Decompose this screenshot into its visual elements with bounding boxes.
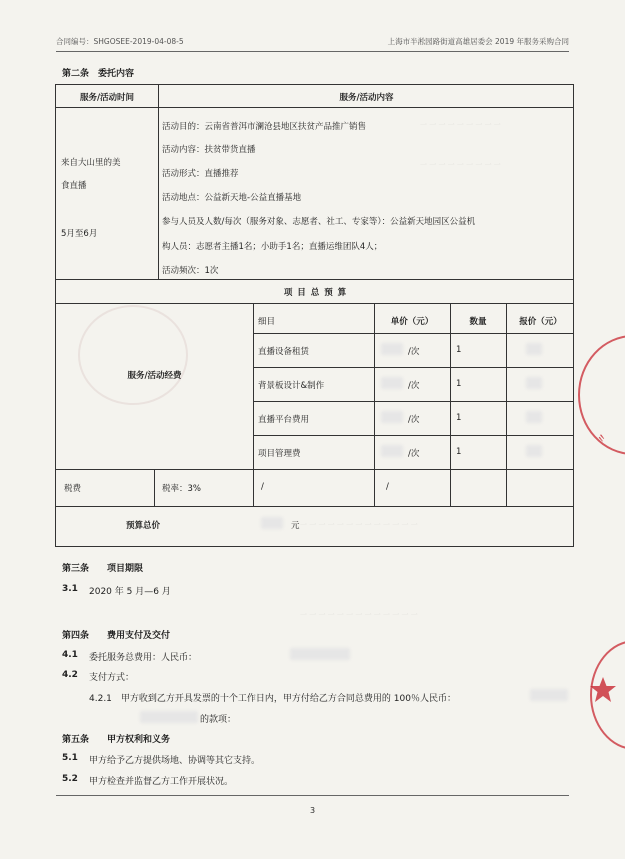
seal-star-icon xyxy=(588,675,618,705)
table-rule xyxy=(158,85,159,279)
clause-text: 委托服务总费用：人民币： xyxy=(89,653,198,663)
clause-text: 支付方式： xyxy=(89,673,135,683)
content-line: 参与人员及人数/每次（服务对象、志愿者、社工、专家等）：公益新天地园区公益机 xyxy=(162,217,476,227)
clause-text: 4.2.1 甲方收到乙方开具发票的十个工作日内，甲方付给乙方合同总费用的 100％人民币： xyxy=(89,694,456,704)
redacted-value xyxy=(261,517,283,529)
table-rule xyxy=(56,303,573,304)
article-2-title: 第二条 委托内容 xyxy=(62,69,135,79)
budget-row-qty: 1 xyxy=(456,379,462,389)
redacted-value xyxy=(526,343,542,355)
redacted-value xyxy=(381,377,403,389)
table-rule xyxy=(506,303,507,506)
table-rule xyxy=(56,107,573,108)
col-header-content: 服务/活动内容 xyxy=(339,93,394,103)
redacted-value xyxy=(526,411,542,423)
page-header xyxy=(56,36,569,50)
redacted-value xyxy=(381,411,403,423)
header-divider xyxy=(56,51,569,52)
table-rule xyxy=(253,333,573,334)
budget-col-unit-price: 单价（元） xyxy=(390,317,434,327)
budget-row-item: 项目管理费 xyxy=(258,449,301,459)
bleed-through-text: 一 一 一 一 一 一 一 一 一 xyxy=(420,121,501,129)
article-3-title: 第三条 项目期限 xyxy=(62,564,144,574)
clause-text: 2020 年 5 月—6 月 xyxy=(89,587,171,597)
total-label: 预算总价 xyxy=(126,521,161,531)
clause-number: 5.1 xyxy=(62,753,78,763)
tax-label: 税费 xyxy=(64,484,82,494)
table-rule xyxy=(253,367,573,368)
table-rule xyxy=(374,303,375,506)
table-rule xyxy=(253,303,254,506)
article-4-title: 第四条 费用支付及交付 xyxy=(62,631,171,641)
clause-text: 甲方检查并监督乙方工作开展状况。 xyxy=(89,777,234,787)
service-name-line1: 来自大山里的美 xyxy=(61,158,121,168)
clause-number: 4.1 xyxy=(62,650,78,660)
content-line: 活动形式：直播推荐 xyxy=(162,169,239,179)
bleed-through-text: 一 一 一 一 一 一 一 一 一 一 一 一 一 xyxy=(300,611,418,619)
table-rule xyxy=(56,279,573,280)
table-rule xyxy=(253,435,573,436)
page-number: 3 xyxy=(309,806,316,815)
content-line: 活动目的：云南省普洱市澜沧县地区扶贫产品推广销售 xyxy=(162,122,367,132)
clause-number: 5.2 xyxy=(62,774,78,784)
redacted-value xyxy=(140,711,198,723)
budget-label: 服务/活动经费 xyxy=(127,371,182,381)
service-name-line2: 食直播 xyxy=(61,181,87,191)
contract-number: 合同编号：SHGOSEE-2019-04-08-5 xyxy=(56,37,184,46)
clause-text: 的款项： xyxy=(200,715,237,725)
total-unit: 元 xyxy=(291,521,300,531)
budget-title: 项 目 总 预 算 xyxy=(283,288,348,298)
budget-row-qty: 1 xyxy=(456,413,462,423)
faint-seal xyxy=(78,305,188,405)
content-line: 构人员：志愿者主播1名；小助手1名；直播运维团队4人； xyxy=(162,242,383,252)
content-line: 活动地点：公益新天地-公益直播基地 xyxy=(162,193,302,203)
tax-unit: / xyxy=(261,482,264,492)
budget-col-qty: 数量 xyxy=(469,317,487,327)
budget-row-item: 直播设备租赁 xyxy=(258,347,310,357)
clause-number: 4.2 xyxy=(62,670,78,680)
contract-title: 上海市半淞园路街道高雄居委会 2019 年服务采购合同 xyxy=(387,37,569,46)
clause-number: 3.1 xyxy=(62,584,78,594)
budget-row-unit: /次 xyxy=(408,415,420,425)
redacted-value xyxy=(381,343,403,355)
budget-row-item: 背景板设计&制作 xyxy=(258,381,325,391)
service-period: 5月至6月 xyxy=(61,229,98,239)
budget-row-unit: /次 xyxy=(408,347,420,357)
budget-row-unit: /次 xyxy=(408,449,420,459)
redacted-value xyxy=(530,689,568,701)
content-line: 活动内容：扶贫带货直播 xyxy=(162,145,256,155)
clause-text: 甲方给予乙方提供场地、协调等其它支持。 xyxy=(89,756,261,766)
bleed-through-text: 一 一 一 一 一 一 一 一 一 xyxy=(420,161,501,169)
redacted-value xyxy=(526,377,542,389)
budget-row-item: 直播平台费用 xyxy=(258,415,310,425)
tax-qty: / xyxy=(386,482,389,492)
budget-col-item: 细目 xyxy=(258,317,276,327)
redacted-value xyxy=(381,445,403,457)
col-header-time: 服务/活动时间 xyxy=(79,93,135,103)
table-rule xyxy=(56,506,573,507)
table-rule xyxy=(56,469,573,470)
table-rule xyxy=(154,469,155,506)
table-rule xyxy=(253,401,573,402)
bleed-through-text: 一 一 一 一 一 一 一 一 一 一 一 一 一 xyxy=(300,521,418,529)
budget-row-unit: /次 xyxy=(408,381,420,391)
article-5-title: 第五条 甲方权利和义务 xyxy=(62,735,171,745)
redacted-value xyxy=(290,648,350,660)
tax-rate: 税率：3% xyxy=(162,484,201,494)
seal-mark: 〃 xyxy=(595,431,610,446)
redacted-value xyxy=(526,445,542,457)
footer-divider xyxy=(56,795,569,796)
content-line: 活动频次：1次 xyxy=(162,266,219,276)
budget-row-qty: 1 xyxy=(456,345,462,355)
table-rule xyxy=(450,303,451,506)
budget-col-quote: 报价（元） xyxy=(519,317,562,327)
budget-row-qty: 1 xyxy=(456,447,462,457)
